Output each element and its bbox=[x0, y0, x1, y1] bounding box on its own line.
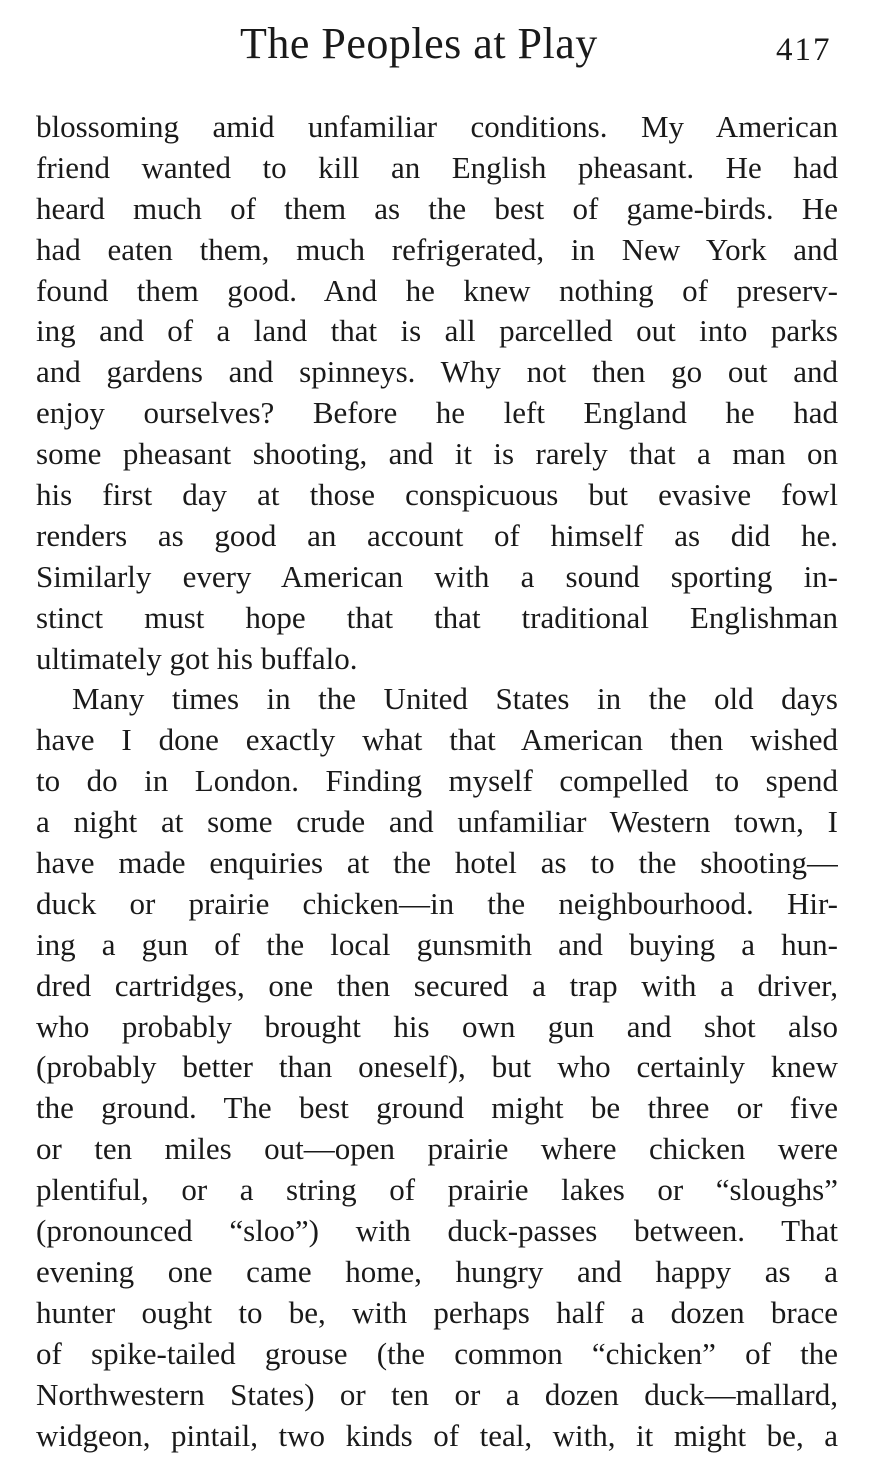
text-line: Northwestern States) or ten or a dozen duck—mallard, bbox=[36, 1376, 838, 1412]
text-line: widgeon, pintail, two kinds of teal, with, it might be, a bbox=[36, 1417, 838, 1453]
text-line: hunter ought to be, with perhaps half a dozen brace bbox=[36, 1294, 838, 1330]
body-text bbox=[36, 107, 838, 1456]
text-line: renders as good an account of himself as did he. bbox=[36, 517, 838, 553]
text-line: dred cartridges, one then secured a trap with a driver, bbox=[36, 967, 838, 1003]
text-line: blossoming amid unfamiliar conditions. My American bbox=[36, 109, 838, 144]
text-line: have I done exactly what that American then wished bbox=[36, 722, 838, 758]
text-line: enjoy ourselves? Before he left England he had bbox=[36, 395, 838, 431]
text-line: Similarly every American with a sound sporting in- bbox=[36, 558, 838, 594]
text-line: duck or prairie chicken—in the neighbourhood. Hir- bbox=[36, 885, 838, 921]
text-line: to do in London. Finding myself compelled to spend bbox=[36, 763, 838, 799]
text-line: heard much of them as the best of game-birds. He bbox=[36, 190, 838, 226]
text-line: friend wanted to kill an English pheasant. He had bbox=[36, 149, 838, 185]
text-line: the ground. The best ground might be three or five bbox=[36, 1090, 838, 1126]
text-line: found them good. And he knew nothing of preserv- bbox=[36, 272, 838, 308]
text-line: ultimately got his buffalo. bbox=[36, 640, 358, 676]
text-line: ing and of a land that is all parcelled out into parks bbox=[36, 313, 838, 349]
text-line: Many times in the United States in the old days bbox=[72, 681, 838, 717]
text-line: and gardens and spinneys. Why not then go out and bbox=[36, 354, 838, 390]
text-line: who probably brought his own gun and shot also bbox=[36, 1008, 838, 1044]
text-line: of spike-tailed grouse (the common “chicken” of the bbox=[36, 1335, 838, 1371]
text-line: had eaten them, much refrigerated, in New York and bbox=[36, 231, 838, 267]
text-line: ing a gun of the local gunsmith and buying a hun- bbox=[36, 926, 838, 962]
text-line: plentiful, or a string of prairie lakes or “sloughs” bbox=[36, 1172, 838, 1208]
page-number: 417 bbox=[776, 32, 832, 68]
text-line: (probably better than oneself), but who certainly knew bbox=[36, 1049, 838, 1085]
text-line: a night at some crude and unfamiliar Western town, I bbox=[36, 804, 838, 840]
text-line: evening one came home, hungry and happy as a bbox=[36, 1253, 838, 1289]
running-head bbox=[0, 14, 871, 74]
text-line: have made enquiries at the hotel as to the shooting— bbox=[36, 845, 838, 881]
text-line: stinct must hope that that traditional Englishman bbox=[36, 599, 838, 635]
running-title: The Peoples at Play bbox=[240, 19, 598, 68]
text-line: (pronounced “sloo”) with duck-passes between. That bbox=[36, 1213, 838, 1249]
text-line: or ten miles out—open prairie where chicken were bbox=[36, 1131, 838, 1167]
text-line: his first day at those conspicuous but evasive fowl bbox=[36, 477, 838, 513]
text-line: some pheasant shooting, and it is rarely that a man on bbox=[36, 436, 838, 472]
